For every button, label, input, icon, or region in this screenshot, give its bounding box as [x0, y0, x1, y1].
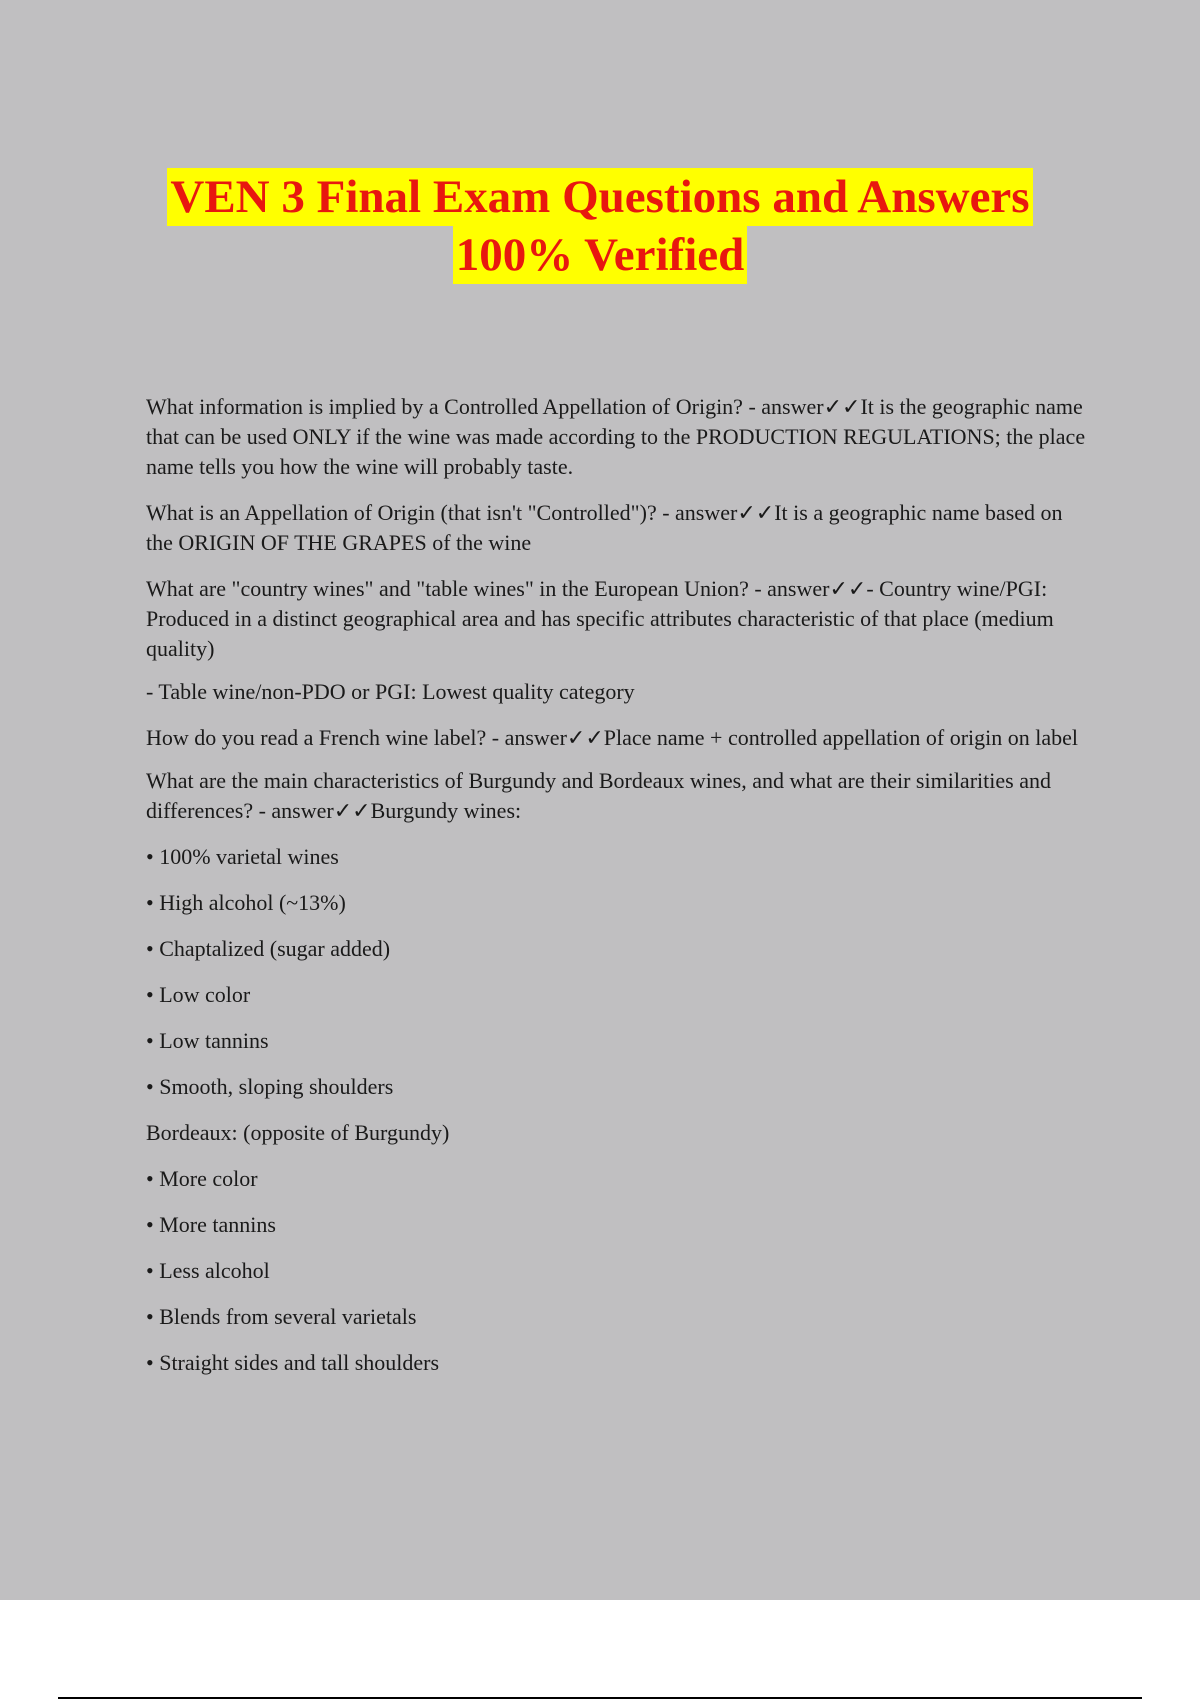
- qa-paragraph: What is an Appellation of Origin (that isn't "Controlled")? - answer✓✓It is a geographic name based on the ORIGIN OF THE GRAPES of the wine: [146, 500, 1063, 555]
- bordeaux-bullet: • Less alcohol: [146, 1258, 270, 1283]
- document-body: [146, 392, 1086, 1394]
- qa-paragraph: How do you read a French wine label? - answer✓✓Place name + controlled appellation of origin on label: [146, 725, 1079, 750]
- burgundy-bullet: • Smooth, sloping shoulders: [146, 1074, 394, 1099]
- document-title: [0, 168, 1200, 284]
- bordeaux-bullet: • More tannins: [146, 1212, 276, 1237]
- bordeaux-bullet: • Blends from several varietals: [146, 1304, 417, 1329]
- title-line-1: VEN 3 Final Exam Questions and Answers: [167, 168, 1032, 226]
- qa-paragraph: - Table wine/non-PDO or PGI: Lowest quality category: [146, 679, 635, 704]
- burgundy-bullet: • Low color: [146, 982, 251, 1007]
- burgundy-bullet: • Chaptalized (sugar added): [146, 936, 391, 961]
- bordeaux-bullet: • More color: [146, 1166, 258, 1191]
- bordeaux-heading: Bordeaux: (opposite of Burgundy): [146, 1120, 450, 1145]
- burgundy-bullet: • 100% varietal wines: [146, 844, 339, 869]
- qa-paragraph: What are the main characteristics of Burgundy and Bordeaux wines, and what are their similarities and differences? - answer✓✓Burgundy wines:: [146, 768, 1051, 823]
- footer-divider: [58, 1697, 1142, 1699]
- burgundy-bullet: • Low tannins: [146, 1028, 269, 1053]
- title-line-2: 100% Verified: [453, 226, 748, 284]
- bordeaux-bullet: • Straight sides and tall shoulders: [146, 1350, 440, 1375]
- qa-paragraph: What information is implied by a Controlled Appellation of Origin? - answer✓✓It is the geographic name that can be used ONLY if the wine was made according to the PRODUCTION REGULATIONS; the place name tells you how the wine will probably taste.: [146, 394, 1086, 479]
- qa-paragraph: What are "country wines" and "table wines" in the European Union? - answer✓✓- Country wine/PGI: Produced in a distinct geographical area and has specific attributes characteristic of that place (medium quality): [146, 576, 1054, 661]
- burgundy-bullet: • High alcohol (~13%): [146, 890, 346, 915]
